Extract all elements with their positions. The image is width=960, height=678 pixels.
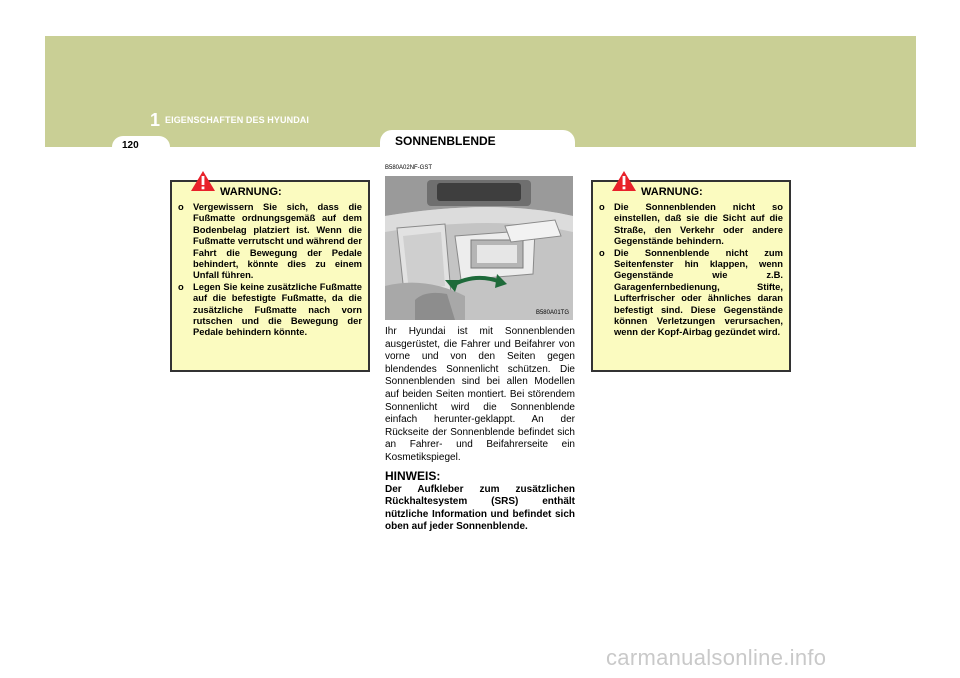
warning-item-text: Vergewissern Sie sich, dass die Fußmatte ordnungsgemäß auf dem Bodenbelag platziert ist. Wenn die Fußmatte verrutscht und während der Fahrt die Bewegung der Pedale behindert, könnte dies zu einem Unfall führen.: [193, 201, 362, 281]
warning-list: [178, 201, 362, 338]
bullet-marker: o: [599, 246, 605, 258]
sun-visor-drawing: [385, 176, 573, 320]
page-number-tab: [112, 136, 170, 158]
exclamation-warning-icon: [611, 170, 637, 192]
bullet-marker: o: [178, 280, 184, 292]
warning-item: [178, 201, 362, 281]
section-title: SONNENBLENDE: [395, 134, 496, 148]
bullet-marker: o: [599, 201, 605, 212]
body-paragraph: Ihr Hyundai ist mit Sonnenblenden ausgerüstet, die Fahrer und Beifahrer von vorne und von den Seiten gegen blendendes Sonnenlicht schützen. Die Sonnenblenden sind bei allen Modellen auf beiden Seiten montiert. Bei störendem Sonnenlicht wird die Sonnenblende einfach herunter-geklappt. An der Rückseite der Sonnenblende befindet sich an Fahrer- und Beifahrerseite ein Kosmetikspiegel.: [385, 326, 575, 463]
sun-visor-illustration: [385, 176, 573, 320]
warning-item: [599, 247, 783, 338]
illustration-code: B580A01TG: [535, 310, 569, 316]
chapter-number: 1: [150, 110, 161, 130]
chapter-title: EIGENSCHAFTEN DES HYUNDAI: [165, 115, 310, 125]
warning-item: [599, 201, 783, 247]
note-text: Der Aufkleber zum zusätzlichen Rückhaltesystem (SRS) enthält nützliche Information und befindet sich oben auf jeder Sonnenblende.: [385, 484, 575, 533]
warning-box-right: [591, 180, 791, 372]
reference-code: B580A02NF-GST: [385, 165, 433, 171]
warning-title: WARNUNG:: [220, 186, 282, 198]
warning-item-text: Die Sonnenblende nicht zum Seitenfenster hin klappen, wenn Gegenstände wie z.B. Garagenfernbedienung, Stifte, Lufterfrischer oder ähnliches daran befestigt sind. Diese Gegenstände können Verletzungen verursachen, wenn der Kopf-Airbag gezündet wird.: [614, 246, 783, 338]
page-number: 120: [122, 140, 139, 151]
warning-item-text: Legen Sie keine zusätzliche Fußmatte auf die befestigte Fußmatte, da die zusätzliche Fußmatte nach vorn rutschen und die Bewegung der Pedale behindern könnte.: [193, 280, 362, 338]
warning-item: [178, 281, 362, 338]
warning-list: [599, 201, 783, 338]
bullet-marker: o: [178, 201, 184, 212]
watermark: carmanualsonline.info: [606, 645, 827, 670]
exclamation-warning-icon: [190, 170, 216, 192]
warning-title: WARNUNG:: [641, 186, 703, 198]
warning-item-text: Die Sonnenblenden nicht so einstellen, daß sie die Sicht auf die Straße, den Verkehr oder andere Gegenstände behindern.: [614, 201, 783, 247]
note-title: HINWEIS:: [385, 469, 441, 483]
warning-box-left: [170, 180, 370, 372]
